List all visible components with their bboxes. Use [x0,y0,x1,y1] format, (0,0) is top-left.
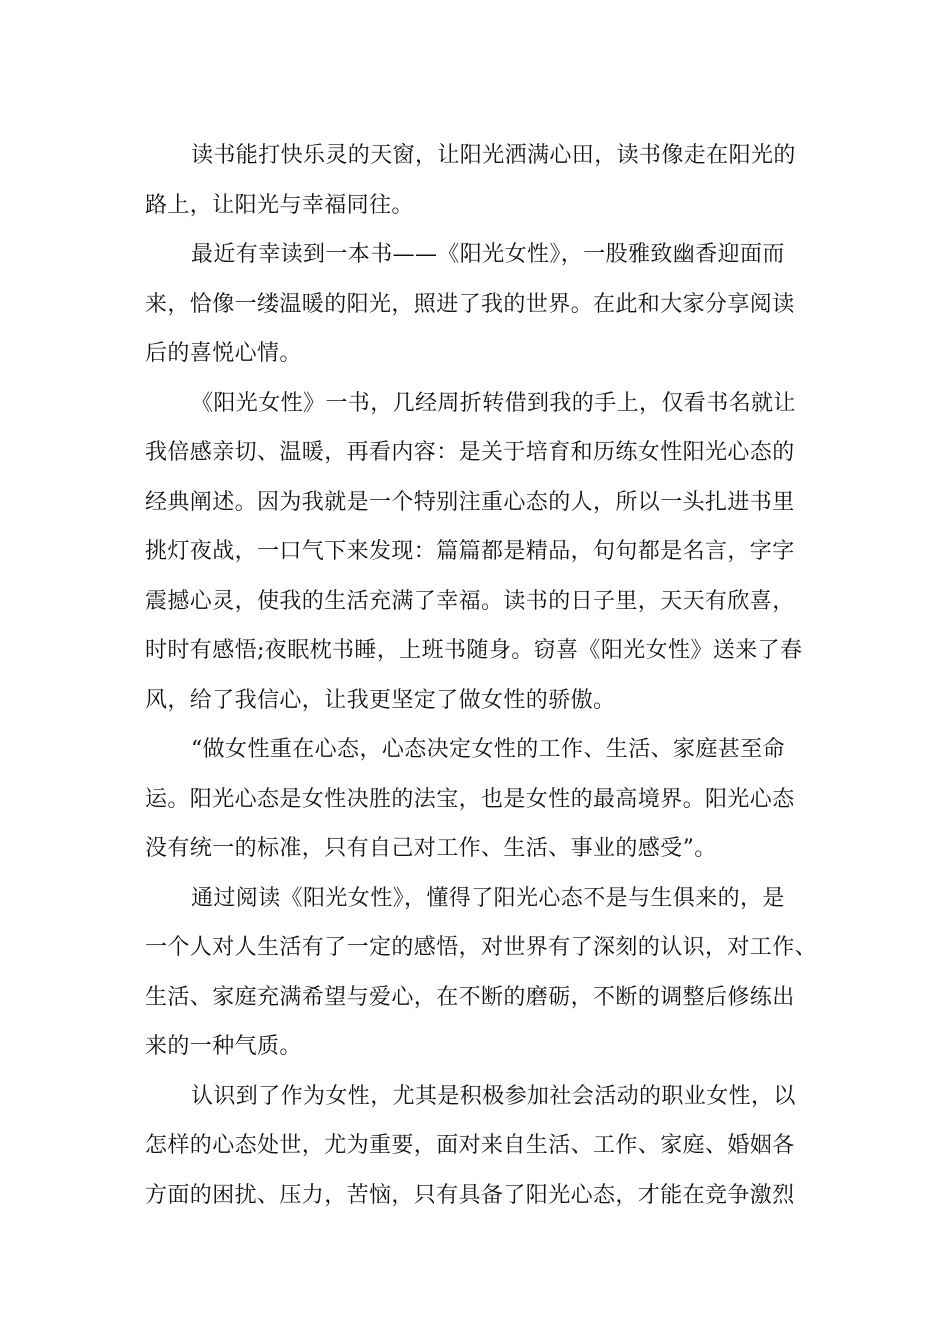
paragraph-3-line-2: 我倍感亲切、温暖，再看内容：是关于培育和历练女性阳光心态的 [145,440,795,465]
article-body [145,131,825,1220]
paragraph-6-line-3: 方面的困扰、压力，苦恼，只有具备了阳光心态，才能在竞争激烈 [145,1182,795,1208]
paragraph-2-line-3: 后的喜悦心情。 [145,341,302,366]
paragraph-6-line-2: 怎样的心态处世，尤为重要，面对来自生活、工作、家庭、婚姻各 [145,1133,795,1158]
paragraph-4-line-3: 没有统一的标准，只有自己对工作、生活、事业的感受”。 [145,836,717,861]
paragraph-4-line-1: “做女性重在心态，心态决定女性的工作、生活、家庭甚至命 [191,737,786,762]
paragraph-3-line-6: 时时有感悟;夜眠枕书睡，上班书随身。窃喜《阳光女性》送来了春 [145,638,803,663]
paragraph-3-line-7: 风，给了我信心，让我更坚定了做女性的骄傲。 [145,687,616,713]
paragraph-5-line-3: 生活、家庭充满希望与爱心，在不断的磨砺，不断的调整后修练出 [145,984,795,1010]
paragraph-5-line-4: 来的一种气质。 [145,1034,302,1059]
paragraph-4-line-2: 运。阳光心态是女性决胜的法宝，也是女性的最高境界。阳光心态 [145,786,795,812]
paragraph-1-line-1: 读书能打快乐灵的天窗，让阳光洒满心田，读书像走在阳光的 [191,143,796,168]
paragraph-3-line-1: 《阳光女性》一书，几经周折转借到我的手上，仅看书名就让 [191,390,796,416]
paragraph-2-line-1: 最近有幸读到一本书——《阳光女性》，一股雅致幽香迎面而 [191,242,785,267]
paragraph-1-line-2: 路上，让阳光与幸福同往。 [145,192,414,218]
paragraph-5-line-2: 一个人对人生活有了一定的感悟，对世界有了深刻的认识，对工作、 [145,935,818,960]
paragraph-6-line-1: 认识到了作为女性，尤其是积极参加社会活动的职业女性，以 [191,1083,796,1109]
paragraph-3-line-4: 挑灯夜战，一口气下来发现：篇篇都是精品，句句都是名言，字字 [145,539,795,564]
paragraph-5-line-1: 通过阅读《阳光女性》，懂得了阳光心态不是与生俱来的，是 [191,885,785,911]
paragraph-3-line-3: 经典阐述。因为我就是一个特别注重心态的人，所以一头扎进书里 [145,489,795,515]
paragraph-3-line-5: 震撼心灵，使我的生活充满了幸福。读书的日子里，天天有欣喜， [145,588,795,614]
paragraph-2-line-2: 来，恰像一缕温暖的阳光，照进了我的世界。在此和大家分享阅读 [145,291,795,317]
